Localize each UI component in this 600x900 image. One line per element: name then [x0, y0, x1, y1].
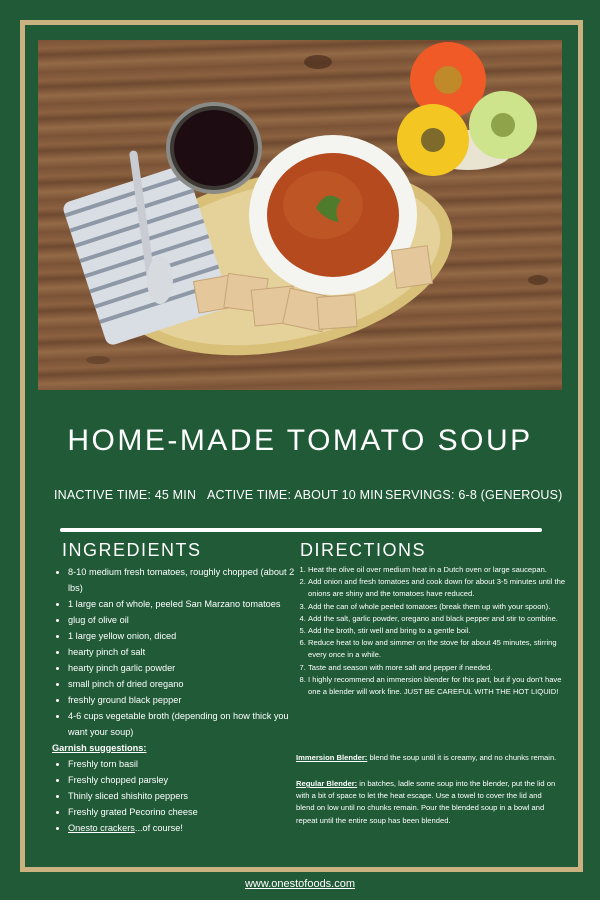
inactive-time: INACTIVE TIME: 45 MIN — [54, 488, 197, 502]
active-time: ACTIVE TIME: ABOUT 10 MIN — [207, 488, 384, 502]
garnish-item-crackers — [68, 820, 300, 836]
direction-step: 3. Add the can of whole peeled tomatoes (break them up with your spoon). — [308, 601, 570, 613]
soup-photo-illustration — [38, 40, 562, 390]
immersion-blender-note — [296, 752, 558, 764]
immersion-text: blend the soup until it is creamy, and no chunks remain. — [367, 753, 557, 762]
divider — [60, 528, 542, 532]
ingredient-item: • hearty pinch of salt — [68, 644, 300, 660]
garnish-item: • Freshly grated Pecorino cheese — [68, 804, 300, 820]
direction-step: 6. Reduce heat to low and simmer on the stove for about 45 minutes, stirring every once in a while. — [308, 637, 570, 661]
ingredients-heading: INGREDIENTS — [62, 540, 202, 560]
ingredient-item: • 8-10 medium fresh tomatoes, roughly chopped (about 2 lbs) — [68, 564, 300, 596]
crackers-link[interactable]: Onesto crackers — [68, 823, 135, 833]
garnish-item: • Freshly torn basil — [68, 756, 300, 772]
website-link[interactable]: www.onestofoods.com — [244, 878, 356, 890]
ingredients-list — [52, 564, 300, 836]
regular-blender-note — [296, 778, 558, 827]
direction-step: 2. Add onion and fresh tomatoes and cook down for about 3-5 minutes until the onions are shiny and the tomatoes have reduced. — [308, 576, 570, 600]
regular-label: Regular Blender: — [296, 779, 358, 788]
ingredient-item: • 4-6 cups vegetable broth (depending on how thick you want your soup) — [68, 708, 300, 740]
garnish-item: • Freshly chopped parsley — [68, 772, 300, 788]
directions-list — [296, 564, 570, 698]
crackers-tail: ...of course! — [134, 823, 183, 833]
servings: SERVINGS: 6-8 (GENEROUS) — [385, 488, 563, 502]
garnish-item: • Thinly sliced shishito peppers — [68, 788, 300, 804]
ingredient-item: • glug of olive oil — [68, 612, 300, 628]
recipe-title: HOME-MADE TOMATO SOUP — [67, 424, 533, 457]
direction-step: 4. Add the salt, garlic powder, oregano and black pepper and stir to combine. — [308, 613, 570, 625]
immersion-label: Immersion Blender: — [296, 753, 368, 762]
garnish-heading: Garnish suggestions: — [52, 743, 147, 753]
ingredient-item: • small pinch of dried oregano — [68, 676, 300, 692]
soup-photo — [38, 40, 562, 390]
directions-heading: DIRECTIONS — [300, 540, 427, 560]
ingredient-item: • hearty pinch garlic powder — [68, 660, 300, 676]
direction-step: 5. Add the broth, stir well and bring to a gentle boil. — [308, 625, 570, 637]
ingredient-item: • 1 large can of whole, peeled San Marzano tomatoes — [68, 596, 300, 612]
direction-step: 8. I highly recommend an immersion blender for this part, but if you don't have one a blender will work fine. JUST BE CAREFUL WITH THE HOT LIQUID! — [308, 674, 570, 698]
direction-step: 1. Heat the olive oil over medium heat in a Dutch oven or large saucepan. — [308, 564, 570, 576]
ingredient-item: • 1 large yellow onion, diced — [68, 628, 300, 644]
direction-step: 7. Taste and season with more salt and pepper if needed. — [308, 662, 570, 674]
ingredient-item: • freshly ground black pepper — [68, 692, 300, 708]
regular-text: in batches, ladle some soup into the blender, put the lid on with a bit of space to let the heat escape. Use a towel to cover the lid and blend on low until no chunks remain. Pour the blended soup in a bowl and repeat until the entire soup has been blended. — [296, 779, 556, 825]
